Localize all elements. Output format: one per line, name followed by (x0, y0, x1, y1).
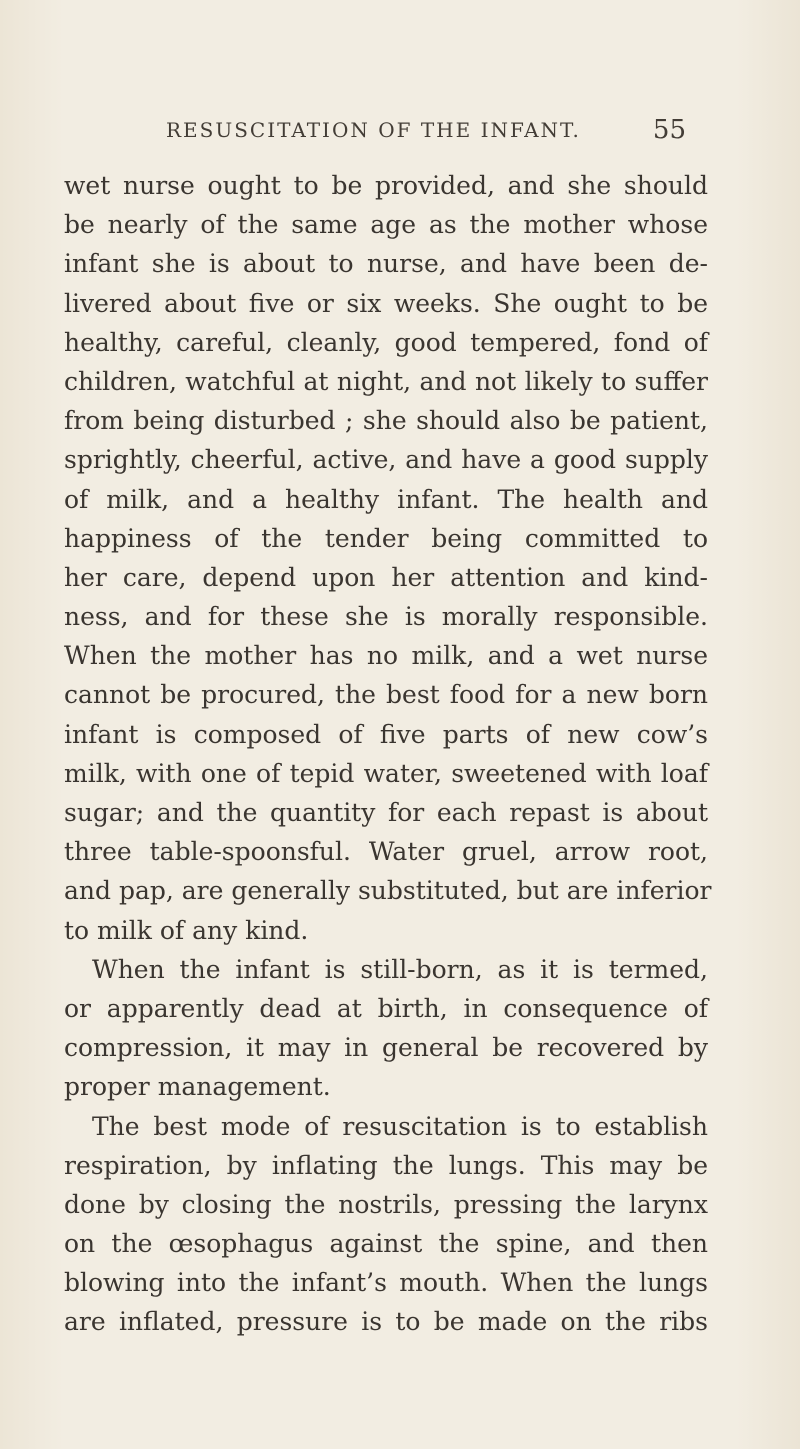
text-line: respiration, by inflating the lungs. This may be (64, 1150, 708, 1180)
text-line: infant is composed of five parts of new cow’s (64, 719, 708, 749)
text-line: blowing into the infant’s mouth. When the lungs (64, 1268, 708, 1298)
text-line: happiness of the tender being committed to (64, 523, 708, 553)
text-line: from being disturbed ; she should also be patient, (64, 406, 708, 436)
text-line: to milk of any kind. (64, 915, 309, 945)
text-line: are inflated, pressure is to be made on the ribs (64, 1307, 708, 1337)
text-line: When the infant is still-born, as it is termed, (92, 954, 708, 984)
page-number: 55 (652, 115, 686, 145)
text-line: be nearly of the same age as the mother whose (64, 210, 708, 240)
text-line: livered about five or six weeks. She ought to be (64, 288, 708, 318)
text-line: sugar; and the quantity for each repast is about (64, 798, 708, 827)
text-line: The best mode of resuscitation is to establish (92, 1111, 708, 1141)
text-line: of milk, and a healthy infant. The health and (64, 484, 708, 514)
text-line: and pap, are generally substituted, but are inferior (64, 876, 712, 906)
text-line: proper management. (64, 1072, 331, 1102)
running-header (166, 110, 686, 150)
text-line: three table-spoonsful. Water gruel, arrow root, (64, 837, 708, 867)
text-line: her care, depend upon her attention and kind- (64, 562, 708, 592)
text-line: sprightly, cheerful, active, and have a good supply (64, 445, 708, 475)
text-line: milk, with one of tepid water, sweetened with loaf (64, 758, 708, 788)
text-line: done by closing the nostrils, pressing the larynx (64, 1189, 708, 1219)
text-line: children, watchful at night, and not likely to suffer (64, 366, 708, 396)
text-line: cannot be procured, the best food for a new born (64, 680, 708, 710)
body-text (64, 166, 712, 1342)
text-line: healthy, careful, cleanly, good tempered, fond of (64, 327, 708, 357)
text-line: wet nurse ought to be provided, and she should (64, 171, 708, 200)
text-line: on the œsophagus against the spine, and then (64, 1229, 708, 1259)
text-line: or apparently dead at birth, in consequence of (64, 993, 708, 1023)
text-line: When the mother has no milk, and a wet nurse (64, 641, 708, 671)
text-line: compression, it may in general be recovered by (64, 1033, 708, 1063)
running-title: RESUSCITATION OF THE INFANT. (166, 118, 581, 142)
text-line: infant she is about to nurse, and have been de- (64, 249, 708, 279)
text-line: ness, and for these she is morally responsible. (64, 602, 708, 632)
